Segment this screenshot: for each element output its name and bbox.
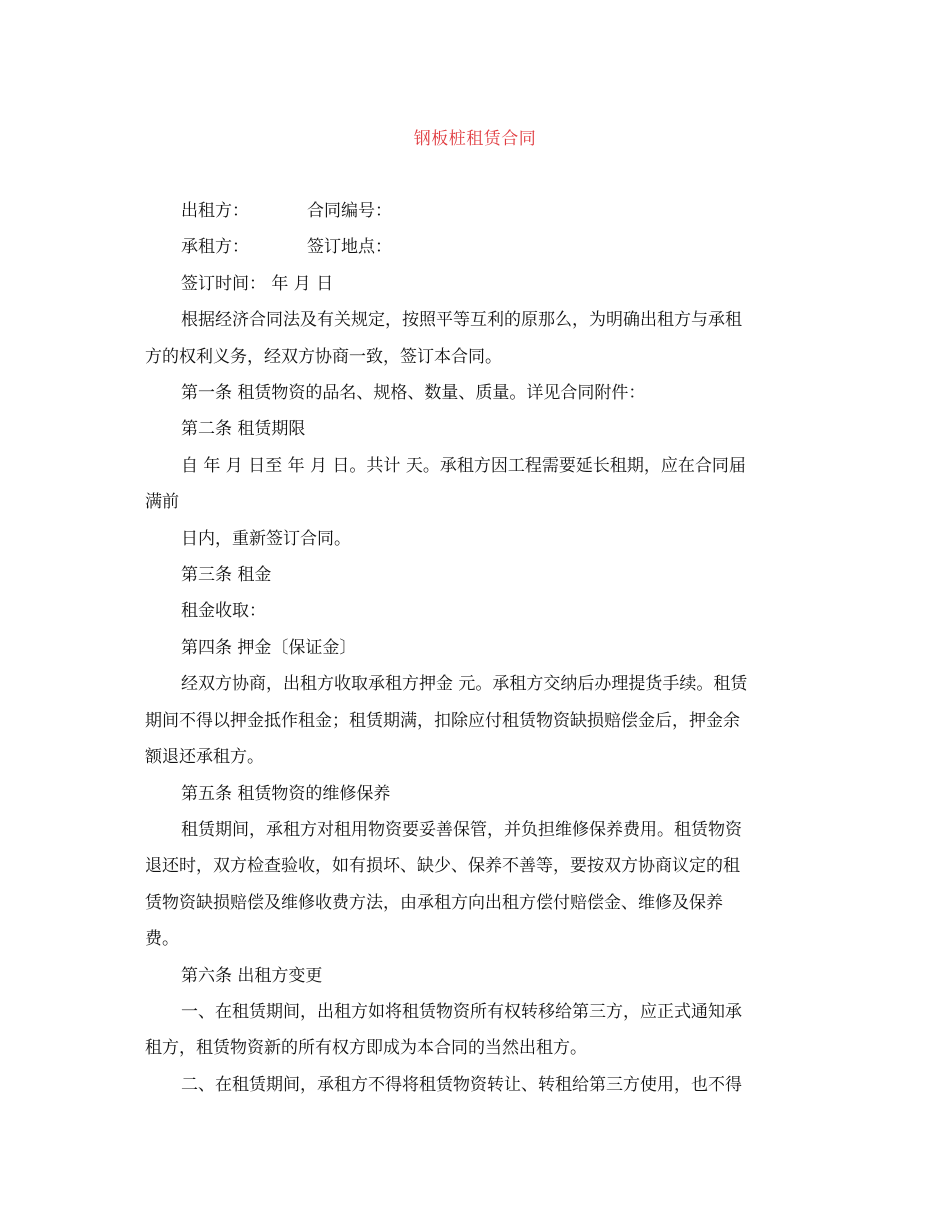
paragraph-line: 满前: [145, 492, 179, 513]
paragraph-line: 额退还承租方。: [145, 747, 264, 768]
paragraph-line: 二、在租赁期间，承租方不得将租赁物资转让、转租给第三方使用，也不得: [181, 1074, 742, 1095]
paragraph-line: 自 年 月 日至 年 月 日。共计 天。承租方因工程需要延长租期，应在合同届: [181, 455, 746, 476]
paragraph-line: 方的权利义务，经双方协商一致，签订本合同。: [145, 346, 502, 367]
lessor-line: [145, 193, 805, 229]
article-heading: 第四条 押金〔保证金〕: [181, 637, 357, 658]
sign-time-line: 签订时间： 年 月 日: [181, 273, 334, 294]
paragraph-line: 一、在租赁期间，出租方如将租赁物资所有权转移给第三方，应正式通知承: [181, 1001, 742, 1022]
paragraph-line: 退还时，双方检查验收，如有损坏、缺少、保养不善等，要按双方协商议定的租: [145, 856, 740, 877]
article-heading: 第三条 租金: [181, 565, 272, 586]
lessor-label: 出租方：: [181, 201, 249, 221]
paragraph-line: 经双方协商，出租方收取承租方押金 元。承租方交纳后办理提货手续。租赁: [181, 674, 748, 695]
paragraph-line: 赁物资缺损赔偿及维修收费方法，由承租方向出租方偿付赔偿金、维修及保养: [145, 892, 723, 913]
paragraph-line: 费。: [145, 929, 179, 950]
paragraph-line: 根据经济合同法及有关规定，按照平等互利的原那么，为明确出租方与承租: [181, 310, 742, 331]
paragraph-line: 日内，重新签订合同。: [181, 528, 351, 549]
sign-place-label: 签订地点：: [307, 237, 392, 258]
paragraph-line: 租方，租赁物资新的所有权方即成为本合同的当然出租方。: [145, 1038, 587, 1059]
article-heading: 第一条 租赁物资的品名、规格、数量、质量。详见合同附件：: [181, 383, 646, 404]
document-body: [145, 193, 805, 1103]
paragraph-line: 期间不得以押金抵作租金；租赁期满，扣除应付租赁物资缺损赔偿金后，押金余: [145, 710, 740, 731]
contract-no-label: 合同编号：: [307, 201, 392, 221]
document-title: 钢板桩租赁合同: [413, 129, 537, 149]
lessee-label: 承租方：: [181, 237, 249, 258]
article-heading: 第五条 租赁物资的维修保养: [181, 783, 391, 804]
article-heading: 第六条 出租方变更: [181, 965, 323, 986]
paragraph-line: 租金收取：: [181, 601, 266, 622]
article-heading: 第二条 租赁期限: [181, 419, 306, 440]
paragraph-line: 租赁期间，承租方对租用物资要妥善保管，并负担维修保养费用。租赁物资: [181, 819, 742, 840]
lessee-line: [145, 229, 805, 265]
